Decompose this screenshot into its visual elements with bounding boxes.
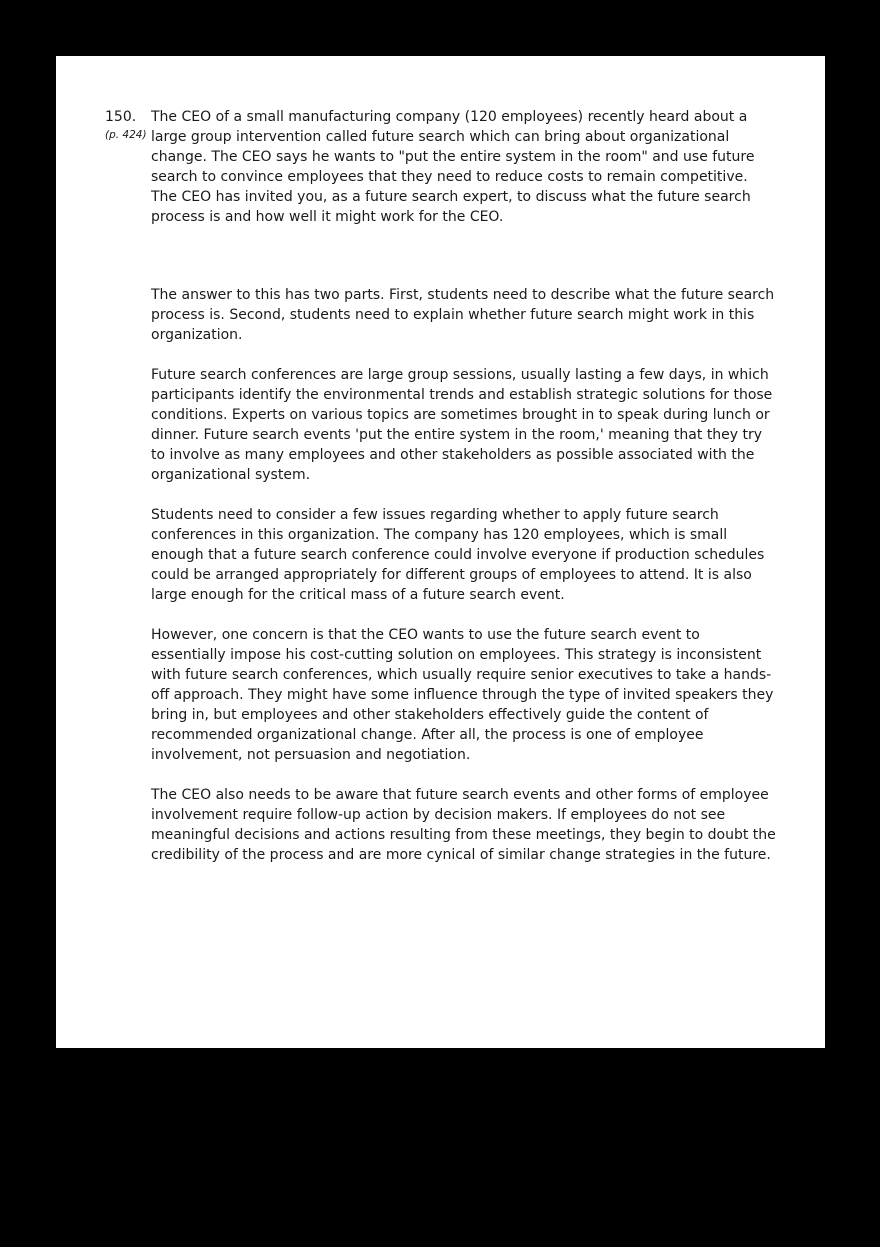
answer-paragraph: The answer to this has two parts. First, students need to describe what the future search process is. Second, students need to explain whether future search might work in this organization. bbox=[151, 287, 775, 343]
answer-section bbox=[151, 285, 776, 865]
document-page bbox=[56, 56, 825, 1048]
question-block bbox=[105, 107, 825, 227]
answer-paragraph: However, one concern is that the CEO wants to use the future search event to essentially impose his cost-cutting solution on employees. This strategy is inconsistent with future search conferences, which usually require senior executives to take a hands-off approach. They might have some influence through the type of invited speakers they bring in, but employees and other stakeholders effectively guide the content of recommended organizational change. After all, the process is one of employee involvement, not persuasion and negotiation. bbox=[151, 627, 774, 763]
question-page-reference: (p. 424) bbox=[105, 129, 147, 141]
question-number: 150. bbox=[105, 109, 137, 125]
question-number-column bbox=[105, 107, 151, 142]
question-text: The CEO of a small manufacturing company (120 employees) recently heard about a large group intervention called future search which can bring about organizational change. The CEO says he wants to "put the entire system in the room" and use future search to convince employees that they need to reduce costs to remain competitive. The CEO has invited you, as a future search expert, to discuss what the future search process is and how well it might work for the CEO. bbox=[151, 109, 755, 225]
answer-paragraph: The CEO also needs to be aware that future search events and other forms of employee involvement require follow-up action by decision makers. If employees do not see meaningful decisions and actions resulting from these meetings, they begin to doubt the credibility of the process and are more cynical of similar change strategies in the future. bbox=[151, 787, 776, 863]
answer-paragraph: Future search conferences are large group sessions, usually lasting a few days, in which participants identify the environmental trends and establish strategic solutions for those conditions. Experts on various topics are sometimes brought in to speak during lunch or dinner. Future search events 'put the entire system in the room,' meaning that they try to involve as many employees and other stakeholders as possible associated with the organizational system. bbox=[151, 367, 773, 483]
document-content bbox=[56, 56, 825, 865]
answer-paragraph: Students need to consider a few issues regarding whether to apply future search conferences in this organization. The company has 120 employees, which is small enough that a future search conference could involve everyone if production schedules could be arranged appropriately for different groups of employees to attend. It is also large enough for the critical mass of a future search event. bbox=[151, 507, 765, 603]
